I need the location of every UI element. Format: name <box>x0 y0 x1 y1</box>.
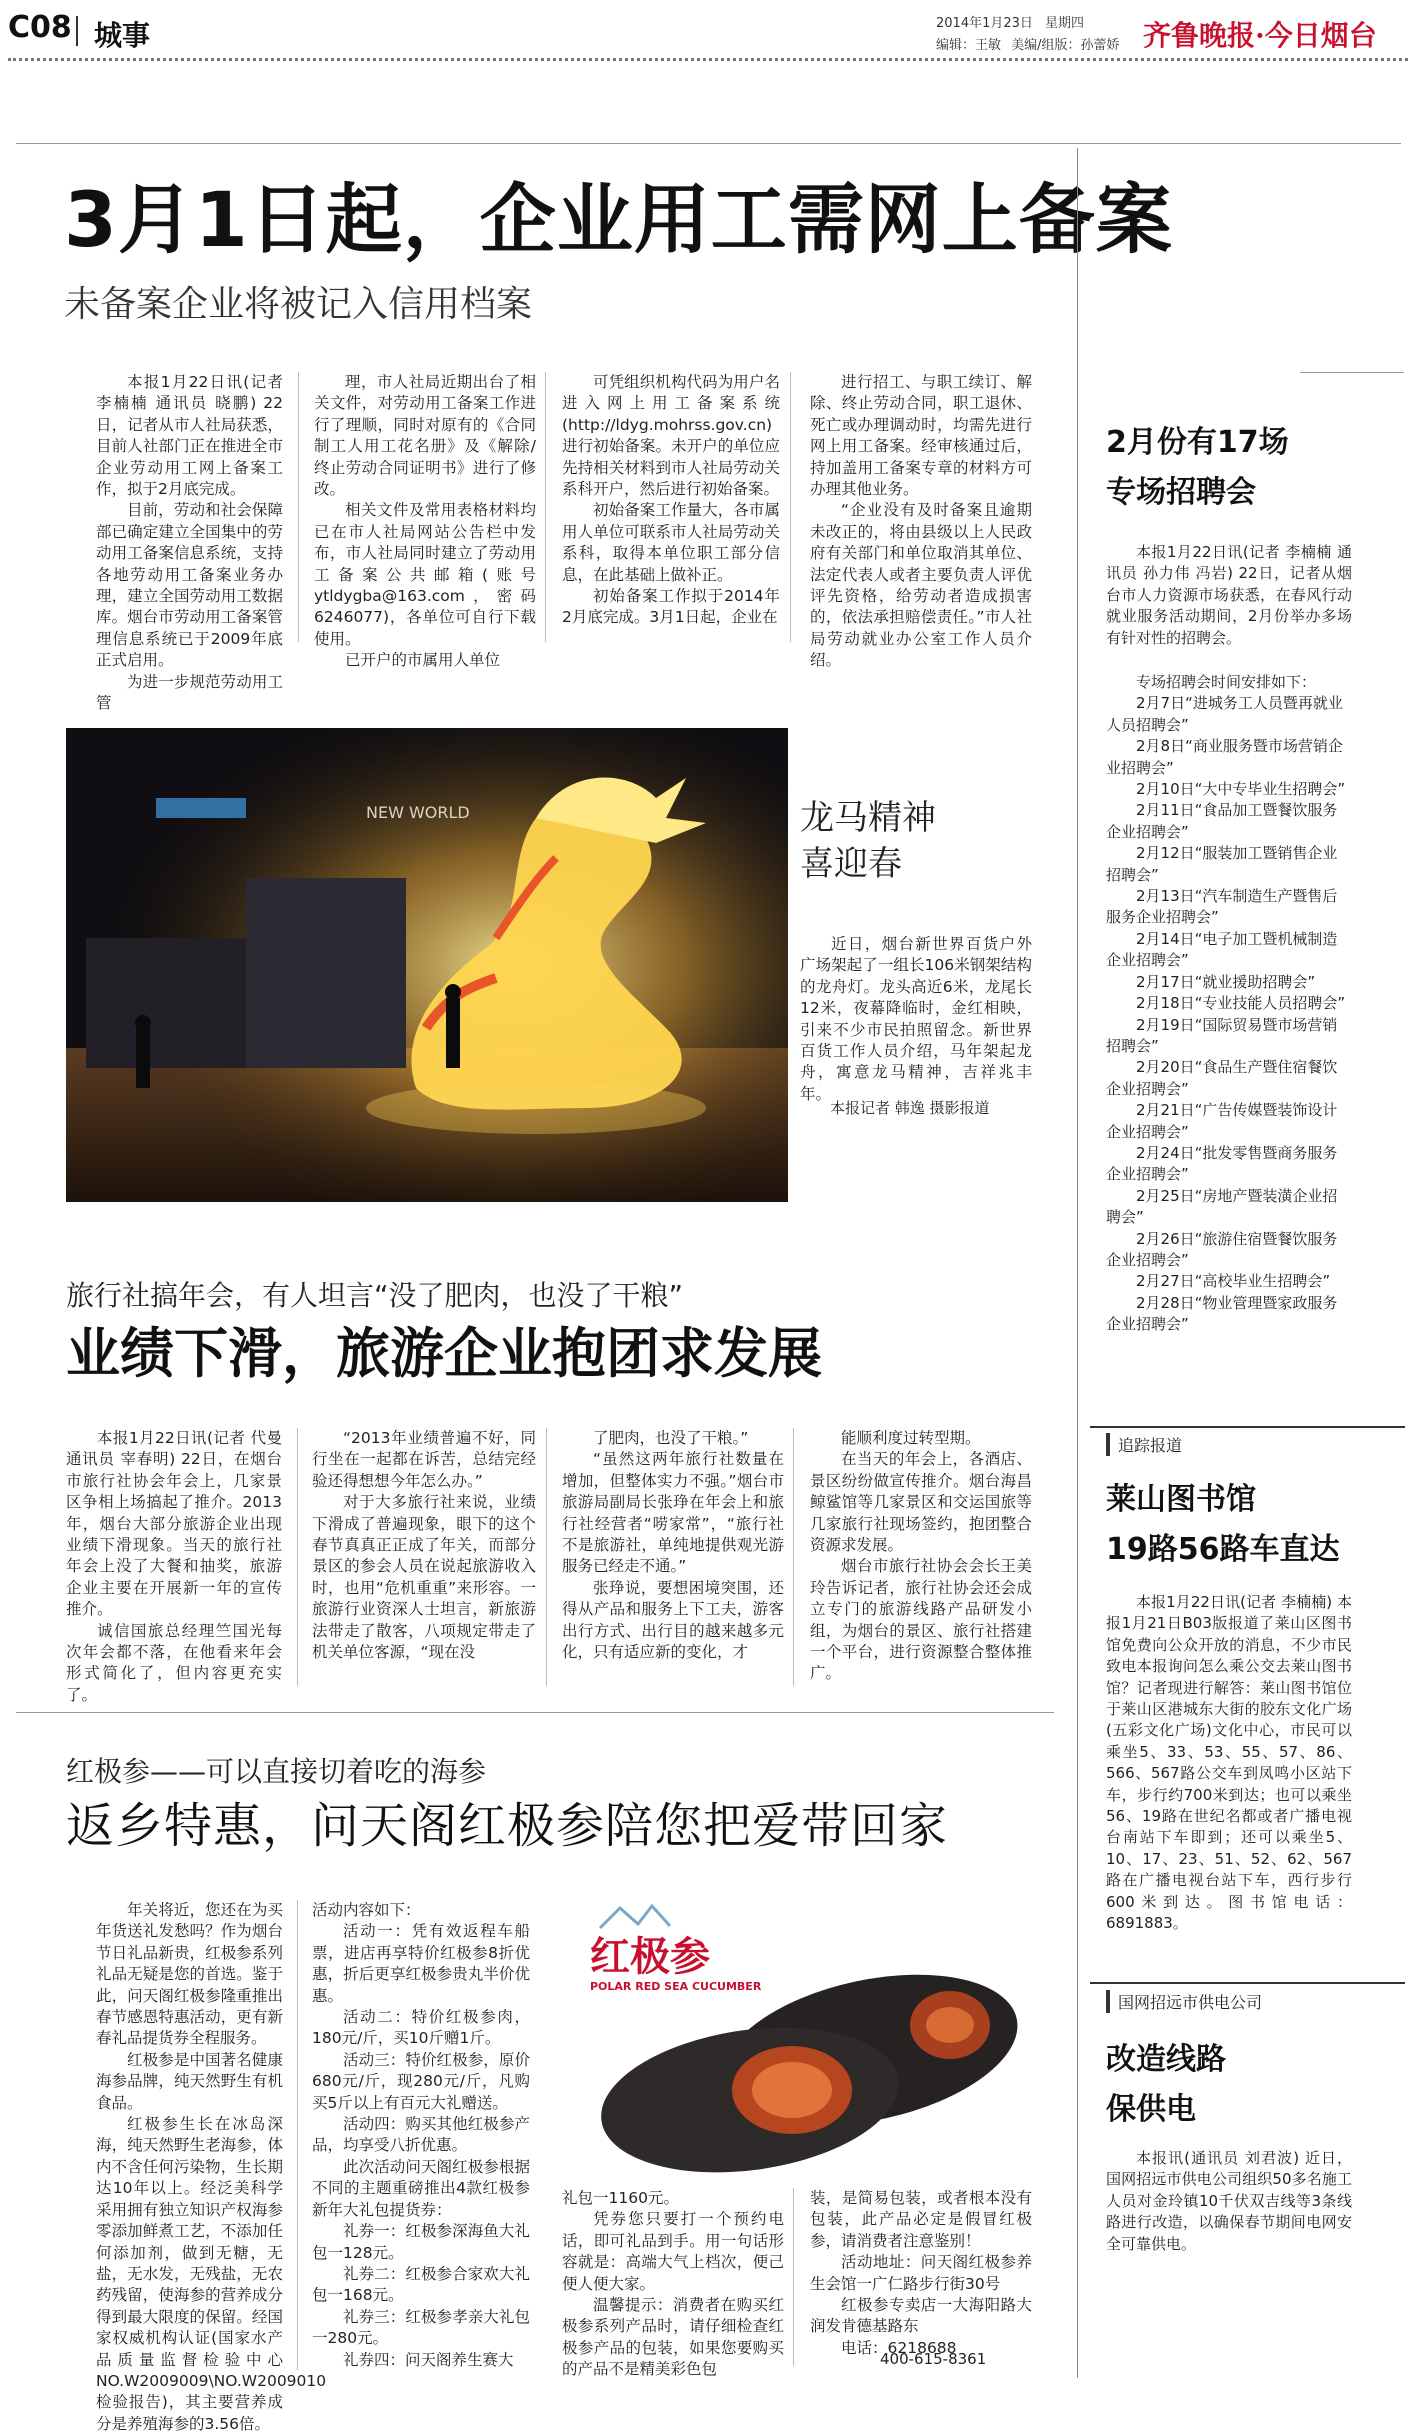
sidebar-divider <box>1077 148 1078 2378</box>
ad-separator <box>16 1712 1054 1713</box>
col-divider <box>793 2188 794 2366</box>
paragraph: 诚信国旅总经理竺国光每次年会都不落，在他看来年会形式简化了，但内容更充实了。 <box>66 1621 282 1704</box>
paragraph: 为进一步规范劳动用工管 <box>96 672 283 713</box>
jobs-title-line: 2月份有17场 <box>1106 425 1289 460</box>
paragraph: 礼券四：问天阁养生赛大 <box>343 2350 514 2369</box>
tourism-headline: 业绩下滑，旅游企业抱团求发展 <box>66 1322 822 1385</box>
paragraph: 红极参生长在冰岛深海，纯天然野生老海参，体内不含任何污染物，生长期达10年以上。经泛美科学采用拥有独立知识产权海参零添加鲜煮工艺，不添加任何添加剂，做到无糖，无盐，无水发，无残盐，无农药残留，使海参的营养成分得到最大限度的保留。经国家权威机构认证(国家水产品质量监督检验中心NO.W2009009\NO.W2009010检验报告)，其主要营养成分是养殖海参的3.56倍。 <box>96 2115 327 2433</box>
jobs-list-item: 2月18日“专业技能人员招聘会” <box>1136 994 1346 1013</box>
jobs-list-item: 2月13日“汽车制造生产暨售后服务企业招聘会” <box>1106 887 1338 927</box>
paragraph: 张琤说，要想困境突围，还得从产品和服务上下工夫，游客出行方式、出行目的越来越多元化，只有适应新的变化，才 <box>562 1578 784 1662</box>
col-divider <box>545 372 546 642</box>
paragraph: 初始备案工作拟于2014年2月底完成。3月1日起，企业在 <box>562 587 780 627</box>
dragon-lantern-illustration <box>66 728 788 1202</box>
sidebar-top-thick-rule <box>1300 372 1404 373</box>
paragraph: 电话：6218688 <box>841 2338 957 2357</box>
col-divider <box>297 1428 298 1686</box>
paragraph: 红极参专卖店一大海阳路大润发肯德基路东 <box>810 2296 1032 2336</box>
paragraph: 礼包一1160元。 <box>562 2189 679 2207</box>
tourism-col-1 <box>66 1428 282 1706</box>
header-design: 美编/组版：孙蕾娇 <box>1011 38 1120 53</box>
library-body: 本报1月22日讯(记者 李楠楠) 本报1月21日B03版报道了莱山区图书馆免费向公众开放的消息，不少市民致电本报询问怎么乘公交去莱山图书馆？记者现进行解答：莱山图书馆位于莱山区港城东大街的胶东文化广场(五彩文化广场)文化中心，市民可以乘坐5、33、53、55、57、86、566、567路公交车到凤鸣小区站下车，步行约700米到达；也可以乘坐56、19路在世纪名都或者广播电视台南站下车即到；还可以乘坐5、10、17、23、51、52、62、567路在广播电视台站下车，西行步行600米到达。图书馆电话：6891883。 <box>1106 1593 1352 1933</box>
jobs-list-item: 2月12日“服装加工暨销售企业招聘会” <box>1106 844 1338 884</box>
jobs-title-line: 专场招聘会 <box>1106 475 1256 510</box>
jobs-list-item: 2月14日“电子加工暨机械制造企业招聘会” <box>1106 929 1338 970</box>
photo-caption-title <box>800 795 936 887</box>
ad-col-1 <box>96 1900 327 2435</box>
paragraph: 对于大多旅行社来说，业绩下滑成了普遍现象，眼下的这个春节真真正正成了年关，而部分景区的参会人员在说起旅游收入时，也用“危机重重”来形容。一旅游行业资深人士坦言，新旅游法带走了散客，八项规定带走了机关单位客源，“现在没 <box>312 1493 536 1662</box>
library-tag-text: 追踪报道 <box>1118 1436 1183 1455</box>
col-divider <box>546 1428 547 1686</box>
paragraph: 活动地址：问天阁红极参养生会馆一广仁路步行街30号 <box>810 2253 1032 2293</box>
library-headline <box>1106 1475 1340 1575</box>
tourism-col-4 <box>810 1428 1032 1685</box>
paragraph: 在当天的年会上，各酒店、景区纷纷做宣传推介。烟台海昌鲸鲨馆等几家景区和交运国旅等几家旅行社现场签约，抱团整合资源求发展。 <box>810 1450 1032 1555</box>
brand-logo: 齐鲁晚报·今日烟台 <box>1143 19 1377 52</box>
paragraph: 了肥肉，也没了干粮。” <box>593 1429 749 1447</box>
col-divider <box>297 1900 298 2370</box>
paragraph: 理，市人社局近期出台了相关文件，对劳动用工备案工作进行了理顺，同时对原有的《合同制工人用工花名册》及《解除/终止劳动合同证明书》进行了修改。 <box>314 373 536 499</box>
ad-hotline: 400-615-8361 <box>880 2350 987 2368</box>
paragraph: 礼券三：红极参孝亲大礼包一280元。 <box>312 2307 530 2348</box>
paragraph: 能顺利度过转型期。 <box>841 1429 981 1447</box>
power-headline <box>1106 2035 1226 2135</box>
paragraph: 装，是简易包装，或者根本没有包装，此产品必定是假冒红极参，请消费者注意鉴别！ <box>810 2189 1032 2250</box>
jobs-list-item: 2月26日“旅游住宿暨餐饮服务企业招聘会” <box>1106 1229 1338 1269</box>
ad-col-2 <box>312 1900 530 2371</box>
jobs-intro: 本报1月22日讯(记者 李楠楠 通讯员 孙力伟 冯岩) 22日，记者从烟台市人力资源市场获悉，在春风行动就业服务活动期间，2月份举办多场有针对性的招聘会。 <box>1106 543 1352 647</box>
ad-headline: 返乡特惠，问天阁红极参陪您把爱带回家 <box>66 1798 949 1854</box>
jobs-list-item: 2月25日“房地产暨装潢企业招聘会” <box>1106 1186 1338 1227</box>
col-divider <box>793 1428 794 1686</box>
photo-credit: 本报记者 韩逸 摄影报道 <box>830 1099 990 1117</box>
paragraph: 目前，劳动和社会保障部已确定建立全国集中的劳动用工备案信息系统，支持各地劳动用工备案业务办理，建立全国劳动用工数据库。烟台市劳动用工备案管理信息系统已于2009年底正式启用。 <box>96 501 283 670</box>
main-col-2 <box>314 372 536 672</box>
paragraph: 活动三：特价红极参，原价680元/斤，现280元/斤，凡购买5斤以上有百元大礼赠送。 <box>312 2050 530 2112</box>
paragraph: 进行招工、与职工续订、解除、终止劳动合同，职工退休、死亡或办理调动时，均需先进行网上用工备案。经审核通过后，持加盖用工备案专章的材料方可办理其他业务。 <box>810 373 1032 499</box>
header-date-line <box>936 12 1084 31</box>
tourism-col-3 <box>562 1428 784 1663</box>
paragraph: 年关将近，您还在为买年货送礼发愁吗？作为烟台节日礼品新贵，红极参系列礼品无疑是您的首选。鉴于此，问天阁红极参隆重推出春节感恩特惠活动，更有新春礼品提货券全程服务。 <box>96 1901 283 2048</box>
jobs-list-items <box>1106 693 1352 1335</box>
paragraph: 凭券您只要打一个预约电话，即可礼品到手。用一句话形容就是：高端大气上档次，便己便人便大家。 <box>562 2210 784 2293</box>
main-subheadline: 未备案企业将被记入信用档案 <box>64 284 533 325</box>
jobs-list <box>1106 672 1352 1336</box>
library-title-line: 莱山图书馆 <box>1106 1482 1256 1517</box>
sea-cucumber-illustration <box>560 1900 1030 2190</box>
photo-title-line: 龙马精神 <box>800 798 936 838</box>
power-title-line: 保供电 <box>1106 2092 1196 2127</box>
jobs-list-item: 2月21日“广告传媒暨装饰设计企业招聘会” <box>1106 1101 1338 1141</box>
jobs-list-item: 2月8日“商业服务暨市场营销企业招聘会” <box>1106 737 1343 777</box>
paragraph: 红极参是中国著名健康海参品牌，纯天然野生有机食品。 <box>96 2050 283 2112</box>
paragraph: 烟台市旅行社协会会长王美玲告诉记者，旅行社协会还会成立专门的旅游线路产品研发小组，为烟台的景区、旅行社搭建一个平台，进行资源整合整体推广。 <box>810 1557 1032 1683</box>
jobs-list-item: 2月7日“进城务工人员暨再就业人员招聘会” <box>1106 694 1343 734</box>
dragon-lantern-photo <box>66 728 788 1202</box>
paragraph: 温馨提示：消费者在购买红极参系列产品时，请仔细检查红极参产品的包装，如果您要购买的产品不是精美彩色包 <box>562 2296 784 2379</box>
ad-logo-text: 红极参 <box>590 1934 710 1980</box>
tourism-col-2 <box>312 1428 536 1663</box>
paragraph: 礼券二：红极参合家欢大礼包一168元。 <box>312 2264 530 2305</box>
paragraph: 礼券一：红极参深海鱼大礼包一128元。 <box>312 2222 530 2262</box>
main-col-3 <box>562 372 780 629</box>
paragraph: 活动四：购买其他红极参产品，均享受八折优惠。 <box>312 2115 530 2155</box>
library-title-line: 19路56路车直达 <box>1106 1532 1340 1567</box>
main-col-1 <box>96 372 283 715</box>
paragraph: 活动二：特价红极参肉，180元/斤，买10斤赠1斤。 <box>312 2008 530 2048</box>
top-thin-rule <box>16 143 1401 144</box>
paragraph: “虽然这两年旅行社数量在增加，但整体实力不强。”烟台市旅游局副局长张琤在年会上和旅行社经营者“唠家常”，“旅行社不是旅游社，单纯地提供观光游服务已经走不通。” <box>562 1450 784 1576</box>
main-headline: 3月1日起，企业用工需网上备案 <box>64 175 1173 264</box>
library-top-rule <box>1090 1426 1405 1428</box>
photo-caption-body: 近日，烟台新世界百货户外广场架起了一组长106米钢架结构的龙舟灯。龙头高近6米，龙尾长12米，夜幕降临时，金红相映，引来不少市民拍照留念。新世界百货工作人员介绍，马年架起龙舟，寓意龙马精神，吉祥兆丰年。 <box>800 935 1032 1103</box>
power-tag <box>1106 1990 1262 2013</box>
jobs-list-item: 2月24日“批发零售暨商务服务企业招聘会” <box>1106 1143 1338 1184</box>
paragraph: 活动一：凭有效返程车船票，进店再享特价红极参8折优惠，折后更享红极参贵丸半价优惠。 <box>312 1922 530 2005</box>
power-body: 本报讯(通讯员 刘君波) 近日，国网招远市供电公司组织50多名施工人员对金玲镇10千伏双吉线等3条线路进行改造，以确保春节期间电网安全可靠供电。 <box>1106 2149 1352 2253</box>
jobs-list-item: 2月11日“食品加工暨餐饮服务企业招聘会” <box>1106 801 1338 841</box>
header-divider <box>76 16 78 46</box>
ad-product-image <box>560 1900 1030 2190</box>
col-divider <box>298 372 299 642</box>
header-weekday: 星期四 <box>1045 16 1085 31</box>
paragraph: 活动内容如下： <box>312 1901 421 1919</box>
jobs-list-head: 专场招聘会时间安排如下： <box>1136 673 1317 691</box>
jobs-list-item: 2月17日“就业援助招聘会” <box>1136 972 1316 991</box>
paragraph: 相关文件及常用表格材料均已在市人社局网站公告栏中发布，市人社局同时建立了劳动用工备案公共邮箱(账号ytldygba@163.com，密码6246077)，各单位可自行下载使用。 <box>314 501 536 648</box>
paragraph: 已开户的市属用人单位 <box>345 651 501 670</box>
power-title-line: 改造线路 <box>1106 2042 1226 2077</box>
header-dotted-rule <box>8 58 1408 61</box>
section-name: 城事 <box>94 19 151 52</box>
paragraph: “2013年业绩普遍不好，同行坐在一起都在诉苦，总结完经验还得想想今年怎么办。” <box>312 1429 536 1490</box>
power-tag-text: 国网招远市供电公司 <box>1118 1993 1263 2012</box>
page-number: C08 <box>8 10 72 45</box>
header-editor: 编辑：王敏 <box>936 38 1002 53</box>
building-sign: NEW WORLD <box>366 803 470 822</box>
jobs-list-item: 2月27日“高校毕业生招聘会” <box>1136 1272 1331 1291</box>
header-date: 2014年1月23日 <box>936 16 1033 31</box>
jobs-list-item: 2月10日“大中专毕业生招聘会” <box>1136 780 1346 799</box>
photo-title-line: 喜迎春 <box>800 844 902 884</box>
library-tag <box>1106 1433 1182 1456</box>
col-divider <box>790 372 791 642</box>
jobs-headline <box>1106 418 1289 518</box>
ad-kicker: 红极参——可以直接切着吃的海参 <box>66 1755 487 1788</box>
ad-logo-en: POLAR RED SEA CUCUMBER <box>590 1980 762 1993</box>
paragraph: 此次活动问天阁红极参根据不同的主题重磅推出4款红极参新年大礼包提货券： <box>312 2157 530 2219</box>
paragraph: 初始备案工作量大，各市属用人单位可联系市人社局劳动关系科，取得本单位职工部分信息，在此基础上做补正。 <box>562 501 780 584</box>
paragraph: 可凭组织机构代码为用户名进入网上用工备案系统(http://ldyg.mohrss.gov.cn)进行初始备案。未开户的单位应先持相关材料到市人社局劳动关系科开户，然后进行初始备案。 <box>562 373 780 499</box>
jobs-list-item: 2月20日“食品生产暨住宿餐饮企业招聘会” <box>1106 1058 1338 1098</box>
paragraph: 本报1月22日讯(记者 代曼 通讯员 宰春明) 22日，在烟台市旅行社协会年会上，几家景区争相上场搞起了推介。2013年，烟台大部分旅游企业出现业绩下滑现象。当天的旅行社年会上没了大餐和抽奖，旅游企业主要在开展新一年的宣传推介。 <box>66 1429 282 1619</box>
tourism-kicker: 旅行社搞年会，有人坦言“没了肥肉，也没了干粮” <box>66 1279 684 1312</box>
sidebar-top-rule <box>1410 370 1414 371</box>
ad-col-4 <box>810 2188 1032 2359</box>
main-col-4 <box>810 372 1032 672</box>
paragraph: 本报1月22日讯(记者 李楠楠 通讯员 晓鹏) 22日，记者从市人社局获悉，目前人社部门正在推进全市企业劳动用工网上备案工作，拟于2月底完成。 <box>96 373 283 499</box>
jobs-list-item: 2月28日“物业管理暨家政服务企业招聘会” <box>1106 1293 1338 1334</box>
ad-col-3 <box>562 2188 784 2381</box>
header-credit-line <box>936 34 1120 53</box>
power-top-rule <box>1090 1982 1405 1984</box>
jobs-list-item: 2月19日“国际贸易暨市场营销招聘会” <box>1106 1015 1338 1055</box>
paragraph: “企业没有及时备案且逾期未改正的，将由县级以上人民政府有关部门和单位取消其单位、法定代表人或者主要负责人评优评先资格，给劳动者造成损害的，依法承担赔偿责任。”市人社局劳动就业办公室工作人员介绍。 <box>810 501 1032 670</box>
